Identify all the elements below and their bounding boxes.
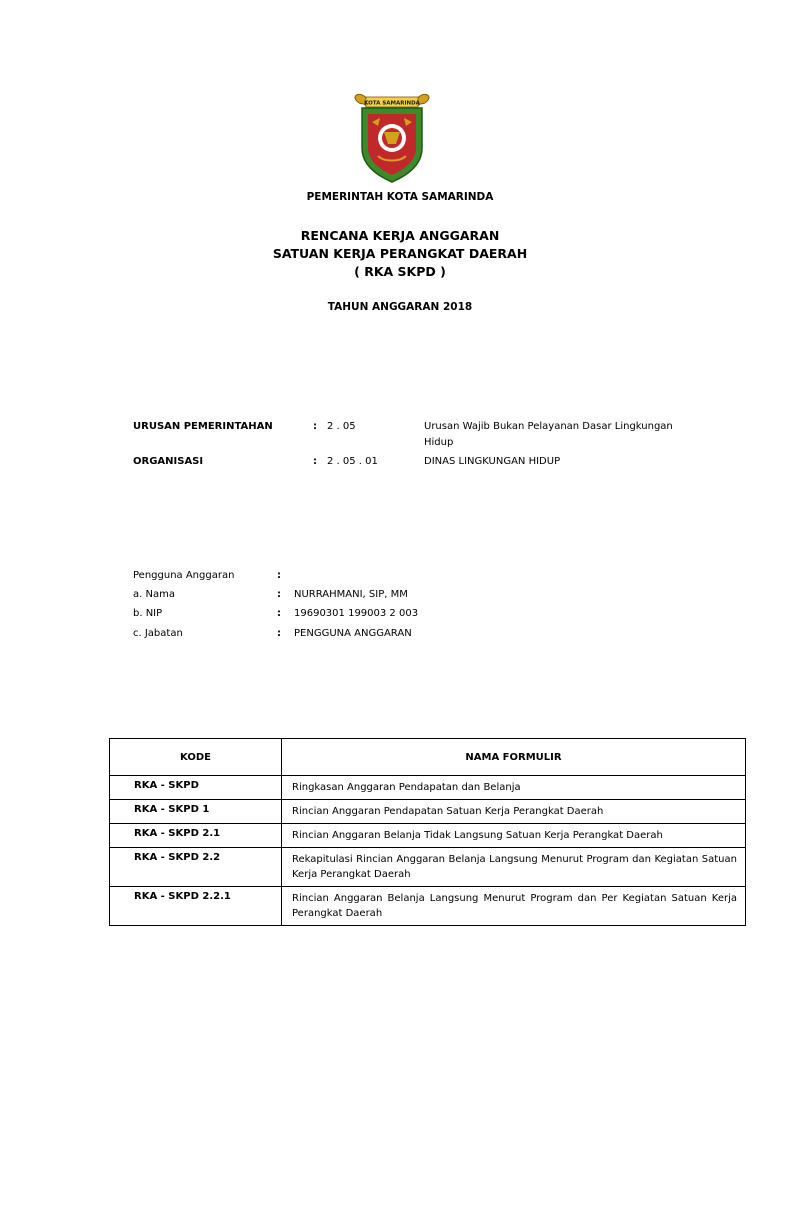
table-row: [110, 776, 746, 800]
pengguna-nip-label: b. NIP: [133, 608, 163, 619]
pengguna-nama-value: NURRAHMANI, SIP, MM: [294, 589, 408, 600]
pengguna-colon: :: [277, 570, 281, 581]
pengguna-nama-label: a. Nama: [133, 589, 175, 600]
row-nama: Rekapitulasi Rincian Anggaran Belanja Langsung Menurut Program dan Kegiatan Satuan Kerja Perangkat Daerah: [282, 848, 746, 887]
urusan-label: URUSAN PEMERINTAHAN: [133, 421, 273, 432]
urusan-value-line1: Urusan Wajib Bukan Pelayanan Dasar Lingkungan: [424, 421, 673, 432]
city-emblem-icon: [350, 92, 434, 184]
organisasi-code: 2 . 05 . 01: [327, 456, 378, 467]
formulir-table: [109, 738, 746, 926]
row-nama: Rincian Anggaran Belanja Langsung Menurut Program dan Per Kegiatan Satuan Kerja Perangkat Daerah: [282, 887, 746, 926]
urusan-colon: :: [313, 421, 317, 432]
row-kode: RKA - SKPD 2.1: [110, 824, 282, 848]
row-nama: Ringkasan Anggaran Pendapatan dan Belanja: [282, 776, 746, 800]
table-row: [110, 848, 746, 887]
fiscal-year: TAHUN ANGGARAN 2018: [327, 301, 473, 313]
pengguna-nip-value: 19690301 199003 2 003: [294, 608, 419, 619]
pengguna-title: Pengguna Anggaran: [133, 570, 235, 581]
urusan-code: 2 . 05: [327, 421, 356, 432]
table-row: [110, 887, 746, 926]
pengguna-jabatan-value: PENGGUNA ANGGARAN: [294, 628, 412, 639]
table-header-row: [110, 739, 746, 776]
pengguna-nama-colon: :: [277, 589, 281, 600]
document-title-line3: ( RKA SKPD ): [354, 264, 446, 279]
organisasi-value: DINAS LINGKUNGAN HIDUP: [424, 456, 561, 467]
row-kode: RKA - SKPD 1: [110, 800, 282, 824]
organisasi-label: ORGANISASI: [133, 456, 204, 467]
table-row: [110, 824, 746, 848]
organisasi-colon: :: [313, 456, 317, 467]
government-name: PEMERINTAH KOTA SAMARINDA: [306, 191, 494, 203]
row-kode: RKA - SKPD: [110, 776, 282, 800]
row-kode: RKA - SKPD 2.2: [110, 848, 282, 887]
pengguna-jabatan-label: c. Jabatan: [133, 628, 183, 639]
header-nama-formulir: NAMA FORMULIR: [282, 739, 746, 776]
header-kode: KODE: [110, 739, 282, 776]
logo-banner-text: KOTA SAMARINDA: [364, 100, 420, 107]
pengguna-jabatan-colon: :: [277, 628, 281, 639]
city-emblem-logo: [350, 92, 434, 184]
row-nama: Rincian Anggaran Belanja Tidak Langsung Satuan Kerja Perangkat Daerah: [282, 824, 746, 848]
pengguna-nip-colon: :: [277, 608, 281, 619]
document-title-line1: RENCANA KERJA ANGGARAN: [300, 228, 500, 243]
table-row: [110, 800, 746, 824]
urusan-value-line2: Hidup: [424, 437, 454, 448]
row-kode: RKA - SKPD 2.2.1: [110, 887, 282, 926]
row-nama: Rincian Anggaran Pendapatan Satuan Kerja Perangkat Daerah: [282, 800, 746, 824]
document-title-line2: SATUAN KERJA PERANGKAT DAERAH: [272, 246, 528, 261]
